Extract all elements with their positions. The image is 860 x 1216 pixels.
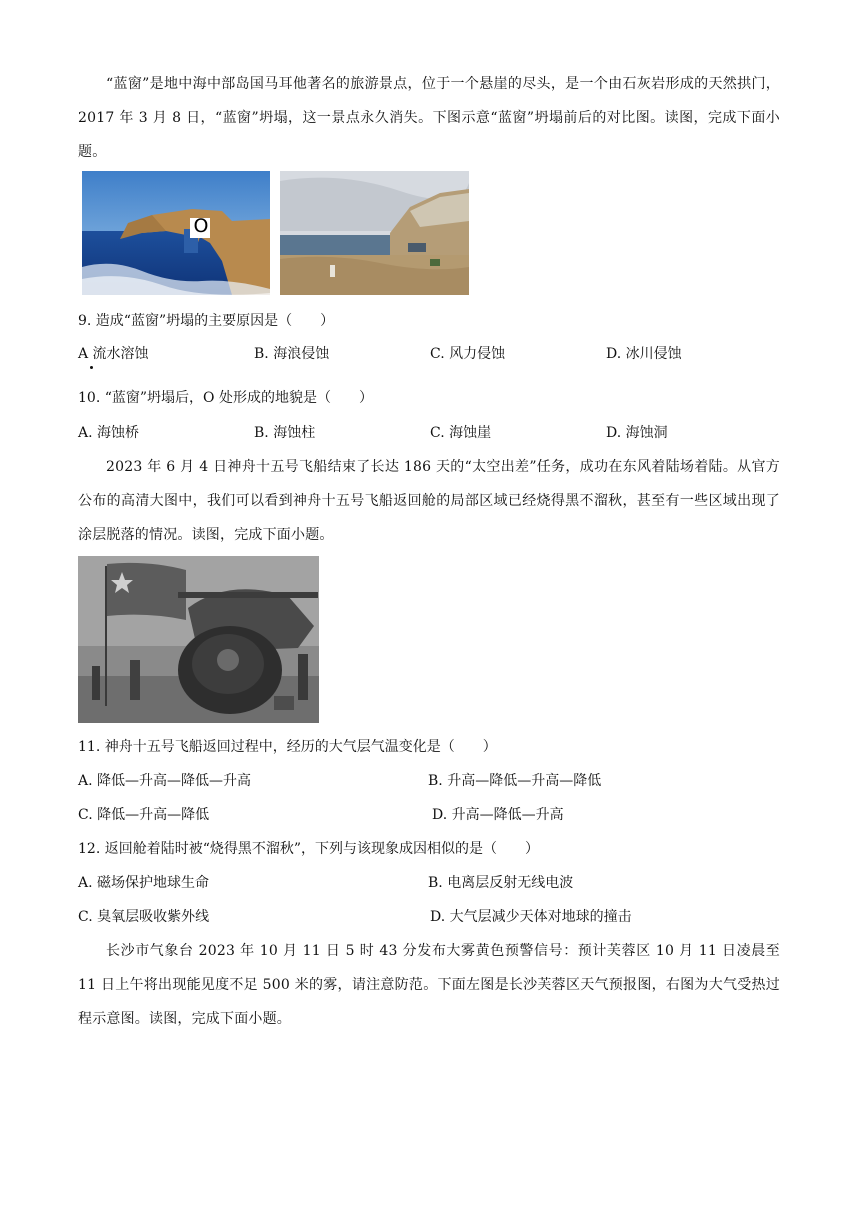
q9-option-d[interactable]: D. 冰川侵蚀 bbox=[606, 346, 682, 362]
q10-option-c[interactable]: C. 海蚀崖 bbox=[430, 425, 492, 441]
q9-option-c[interactable]: C. 风力侵蚀 bbox=[430, 346, 506, 362]
q10-stem: 10. “蓝窗”坍塌后，O 处形成的地貌是（ ） bbox=[78, 390, 373, 406]
passage-changsha-fog: 长沙市气象台 2023 年 10 月 11 日 5 时 43 分发布大雾黄色预警信号：预计芙蓉区 10 月 11 日凌晨至 11 日上午将出现能见度不足 500 米的雾，请注意防范。下面左图是长沙芙蓉区天气预报图，右图为大气受热过程示意图。读图，完成下面小题。 bbox=[78, 943, 780, 1027]
photo-blue-window-after bbox=[280, 171, 469, 295]
q9-option-b[interactable]: B. 海浪侵蚀 bbox=[254, 346, 330, 362]
q11-option-c[interactable]: C. 降低—升高—降低 bbox=[78, 807, 210, 823]
q9-stem: 9. 造成“蓝窗”坍塌的主要原因是（ ） bbox=[78, 313, 335, 329]
passage-shenzhou: 2023 年 6 月 4 日神舟十五号飞船结束了长达 186 天的“太空出差”任务，成功在东风着陆场着陆。从官方公布的高清大图中，我们可以看到神舟十五号飞船返回舱的局部区域已经烧得黑不溜秋，甚至有一些区域出现了涂层脱落的情况。读图，完成下面小题。 bbox=[78, 459, 780, 543]
q12-stem: 12. 返回舱着陆时被“烧得黑不溜秋”，下列与该现象成因相似的是（ ） bbox=[78, 841, 540, 857]
q11-option-b[interactable]: B. 升高—降低—升高—降低 bbox=[428, 773, 602, 789]
q12-option-d[interactable]: D. 大气层减少天体对地球的撞击 bbox=[430, 909, 632, 925]
q9-option-a[interactable]: A 流水溶蚀 bbox=[78, 346, 149, 362]
q11-option-a[interactable]: A. 降低—升高—降低—升高 bbox=[78, 773, 252, 789]
photo-blue-window-before bbox=[82, 171, 270, 295]
q12-option-c[interactable]: C. 臭氧层吸收紫外线 bbox=[78, 909, 210, 925]
photo-return-capsule bbox=[78, 556, 319, 723]
dot-mark bbox=[90, 366, 93, 369]
point-o-label: O bbox=[193, 215, 209, 237]
q11-option-d[interactable]: D. 升高—降低—升高 bbox=[432, 807, 564, 823]
q12-option-b[interactable]: B. 电离层反射无线电波 bbox=[428, 875, 574, 891]
q10-option-d[interactable]: D. 海蚀洞 bbox=[606, 425, 668, 441]
q12-option-a[interactable]: A. 磁场保护地球生命 bbox=[78, 875, 210, 891]
q10-option-a[interactable]: A. 海蚀桥 bbox=[78, 425, 140, 441]
passage-blue-window: “蓝窗”是地中海中部岛国马耳他著名的旅游景点，位于一个悬崖的尽头，是一个由石灰岩形成的天然拱门，2017 年 3 月 8 日，“蓝窗”坍塌，这一景点永久消失。下图示意“蓝窗”坍塌前后的对比图。读图，完成下面小题。 bbox=[78, 76, 780, 160]
q10-option-b[interactable]: B. 海蚀柱 bbox=[254, 425, 316, 441]
q11-stem: 11. 神舟十五号飞船返回过程中，经历的大气层气温变化是（ ） bbox=[78, 739, 497, 755]
